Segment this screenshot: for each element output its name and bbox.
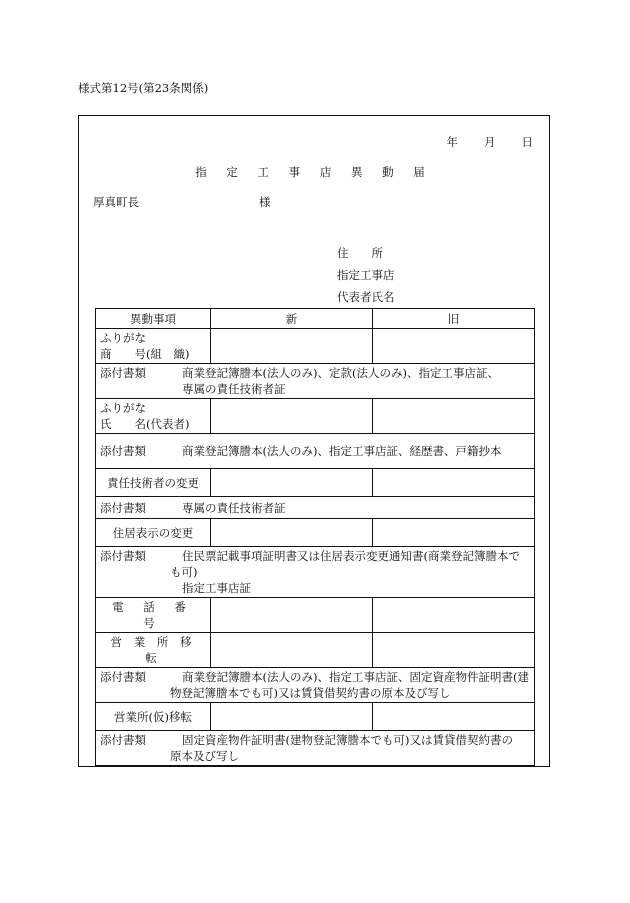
header-item: 異動事項	[96, 309, 211, 329]
engineer-attach-cell	[96, 497, 535, 519]
attach-text: 住民票記載事項証明書又は住居表示変更通知書(商業登記簿謄本で	[182, 549, 520, 563]
name-label: 氏 名(代表者)	[100, 417, 190, 431]
trade-name-attach-cell	[96, 364, 535, 399]
attach-text: 指定工事店証	[182, 581, 251, 595]
attach-text: 商業登記簿謄本(法人のみ)、定款(法人のみ)、指定工事店証、	[182, 366, 499, 380]
phone-label: 電 話 番 号	[96, 598, 211, 633]
office-new-field[interactable]	[211, 633, 373, 668]
attach-text: も可)	[170, 565, 198, 579]
row-address	[96, 519, 535, 547]
header-old: 旧	[373, 309, 535, 329]
trade-name-old-field[interactable]	[373, 329, 535, 364]
trade-name-label: 商 号(組 織)	[100, 347, 190, 361]
applicant-block	[337, 242, 395, 308]
attach-text: 商業登記簿謄本(法人のみ)、指定工事店証、固定資産物件証明書(建	[182, 670, 529, 684]
name-old-field[interactable]	[373, 399, 535, 434]
shop-label: 指定工事店	[337, 268, 395, 282]
attach-text: 専属の責任技術者証	[182, 382, 286, 396]
row-address-attach	[96, 547, 535, 598]
row-temp-office	[96, 703, 535, 731]
address-old-field[interactable]	[373, 519, 535, 547]
address-change-label: 住居表示の変更	[96, 519, 211, 547]
name-new-field[interactable]	[211, 399, 373, 434]
attach-text: 原本及び写し	[170, 749, 239, 763]
attach-text: 物登記簿謄本でも可)又は賃貸借契約書の原本及び写し	[170, 686, 451, 700]
temp-office-label: 営業所(仮)移転	[96, 703, 211, 731]
phone-old-field[interactable]	[373, 598, 535, 633]
engineer-new-field[interactable]	[211, 469, 373, 497]
date-line	[447, 134, 534, 150]
name-label-cell	[96, 399, 211, 434]
representative-label: 代表者氏名	[337, 290, 395, 304]
phone-new-field[interactable]	[211, 598, 373, 633]
row-engineer-attach	[96, 497, 535, 519]
office-attach-cell	[96, 668, 535, 703]
honorific: 様	[259, 195, 271, 209]
form-title: 指 定 工 事 店 異 動 届	[195, 165, 433, 179]
date-day: 日	[521, 135, 533, 149]
row-trade-name-attach	[96, 364, 535, 399]
attach-text: 固定資産物件証明書(建物登記簿謄本でも可)又は賃貸借契約書の	[182, 733, 513, 747]
row-temp-office-attach	[96, 731, 535, 766]
form-frame	[78, 115, 550, 767]
row-name	[96, 399, 535, 434]
trade-name-label-cell	[96, 329, 211, 364]
attach-label: 添付書類	[100, 500, 146, 515]
attach-text: 専属の責任技術者証	[182, 500, 286, 515]
change-table	[95, 308, 535, 766]
engineer-label: 責任技術者の変更	[96, 469, 211, 497]
attach-label: 添付書類	[100, 733, 146, 747]
date-year: 年	[446, 135, 458, 149]
temp-office-new-field[interactable]	[211, 703, 373, 731]
attach-label: 添付書類	[100, 549, 146, 563]
addressee: 厚真町長	[93, 195, 139, 209]
row-name-attach	[96, 434, 535, 469]
date-month: 月	[484, 135, 496, 149]
row-phone	[96, 598, 535, 633]
attach-label: 添付書類	[100, 670, 146, 684]
attach-label: 添付書類	[100, 444, 146, 458]
header-new: 新	[211, 309, 373, 329]
office-old-field[interactable]	[373, 633, 535, 668]
name-attach-cell	[96, 434, 535, 469]
table-header-row	[96, 309, 535, 329]
row-engineer	[96, 469, 535, 497]
row-office	[96, 633, 535, 668]
attach-text: 商業登記簿謄本(法人のみ)、指定工事店証、経歴書、戸籍抄本	[182, 444, 502, 458]
address-new-field[interactable]	[211, 519, 373, 547]
address-attach-cell	[96, 547, 535, 598]
trade-name-new-field[interactable]	[211, 329, 373, 364]
trade-name-kana: ふりがな	[100, 331, 146, 345]
temp-office-attach-cell	[96, 731, 535, 766]
engineer-old-field[interactable]	[373, 469, 535, 497]
form-number: 様式第12号(第23条関係)	[78, 81, 209, 95]
attach-label: 添付書類	[100, 366, 146, 380]
temp-office-old-field[interactable]	[373, 703, 535, 731]
office-label: 営 業 所 移 転	[96, 633, 211, 668]
name-kana: ふりがな	[100, 401, 146, 415]
row-office-attach	[96, 668, 535, 703]
row-trade-name	[96, 329, 535, 364]
address-label: 住 所	[337, 246, 383, 260]
